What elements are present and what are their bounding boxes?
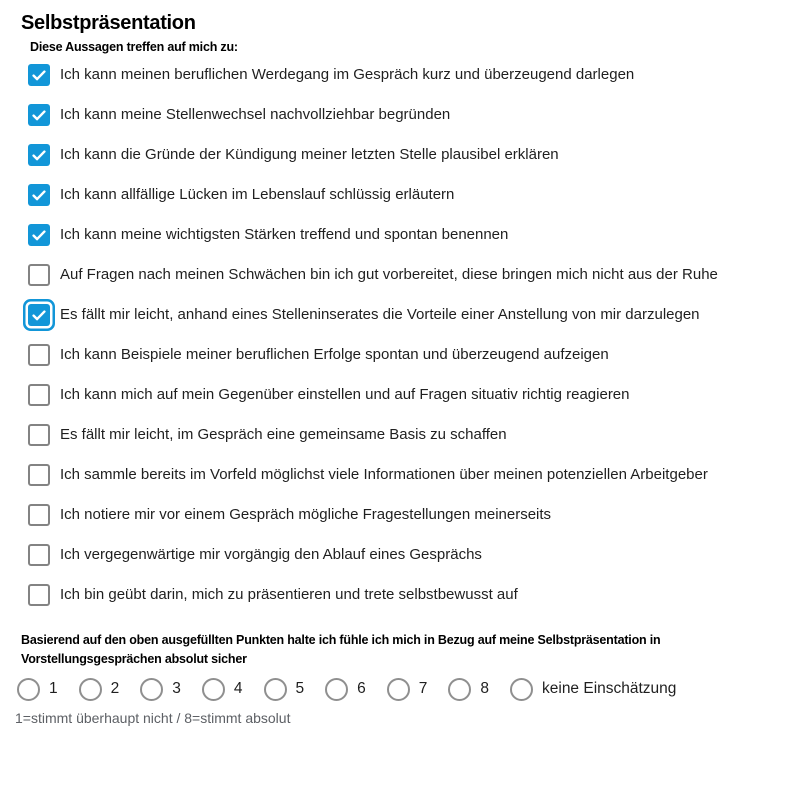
self-presentation-form	[0, 12, 789, 799]
checkbox[interactable]	[28, 424, 50, 446]
rating-options	[17, 677, 789, 701]
checkbox[interactable]	[28, 64, 50, 86]
checklist-item	[28, 183, 789, 207]
checklist-item	[28, 103, 789, 127]
checkbox[interactable]	[28, 584, 50, 606]
radio-button[interactable]	[17, 678, 40, 701]
checklist-item	[28, 223, 789, 247]
checkmark-icon	[32, 230, 46, 241]
rating-legend: 1=stimmt überhaupt nicht / 8=stimmt absolut	[15, 710, 291, 726]
checkbox-label[interactable]: Ich kann mich auf mein Gegenüber einstellen und auf Fragen situativ richtig reagieren	[60, 386, 630, 403]
radio-label[interactable]: 2	[110, 680, 120, 697]
checkbox-label[interactable]: Auf Fragen nach meinen Schwächen bin ich gut vorbereitet, diese bringen mich nicht aus der Ruhe	[60, 266, 718, 283]
checklist-item	[28, 143, 789, 167]
checklist-item	[28, 63, 789, 87]
checklist-item	[28, 303, 789, 327]
checkbox-label[interactable]: Ich vergegenwärtige mir vorgängig den Ablauf eines Gesprächs	[60, 546, 482, 563]
radio-label[interactable]: 4	[233, 680, 243, 697]
checkbox-label[interactable]: Ich kann die Gründe der Kündigung meiner letzten Stelle plausibel erklären	[60, 146, 559, 163]
checkbox-label[interactable]: Es fällt mir leicht, im Gespräch eine gemeinsame Basis zu schaffen	[60, 426, 507, 443]
rating-option	[264, 677, 305, 701]
section-subtitle: Diese Aussagen treffen auf mich zu:	[30, 40, 238, 54]
checkbox-label[interactable]: Es fällt mir leicht, anhand eines Stelleninserates die Vorteile einer Anstellung von mir darzulegen	[60, 306, 700, 323]
checkmark-icon	[32, 110, 46, 121]
radio-label[interactable]: 1	[49, 680, 58, 697]
radio-button[interactable]	[202, 678, 225, 701]
checklist-item	[28, 503, 789, 527]
rating-option	[202, 677, 243, 701]
checkbox-label[interactable]: Ich kann Beispiele meiner beruflichen Erfolge spontan und überzeugend aufzeigen	[60, 346, 609, 363]
radio-button[interactable]	[510, 678, 533, 701]
checkbox[interactable]	[28, 384, 50, 406]
radio-button[interactable]	[79, 678, 102, 701]
rating-question: Basierend auf den oben ausgefüllten Punkten halte ich fühle ich mich in Bezug auf meine Selbstpräsentation in Vorstellungsgesprächen absolut sicher	[21, 633, 661, 666]
checklist-item	[28, 543, 789, 567]
rating-option	[325, 677, 366, 701]
radio-label[interactable]: 6	[357, 680, 366, 697]
checkbox[interactable]	[28, 344, 50, 366]
radio-label[interactable]: 5	[295, 680, 305, 697]
checkmark-icon	[32, 190, 46, 201]
checkbox[interactable]	[28, 264, 50, 286]
radio-label[interactable]: 8	[480, 680, 489, 697]
radio-button[interactable]	[264, 678, 287, 701]
checkbox-label[interactable]: Ich kann meine Stellenwechsel nachvollziehbar begründen	[60, 106, 451, 123]
checkbox-label[interactable]: Ich sammle bereits im Vorfeld möglichst viele Informationen über meinen potenziellen Arbeitgeber	[60, 466, 708, 483]
checkmark-icon	[32, 150, 46, 161]
checklist-item	[28, 263, 789, 287]
checkbox[interactable]	[28, 504, 50, 526]
checkbox-label[interactable]: Ich bin geübt darin, mich zu präsentieren und trete selbstbewusst auf	[60, 586, 518, 603]
rating-option	[387, 677, 428, 701]
rating-option	[140, 677, 181, 701]
checkbox[interactable]	[28, 544, 50, 566]
checkbox-label[interactable]: Ich kann allfällige Lücken im Lebenslauf schlüssig erläutern	[60, 186, 455, 203]
checkbox[interactable]	[28, 184, 50, 206]
checklist-item	[28, 343, 789, 367]
checkmark-icon	[32, 70, 46, 81]
page-title: Selbstpräsentation	[21, 12, 196, 34]
radio-button[interactable]	[325, 678, 348, 701]
checkbox[interactable]	[28, 224, 50, 246]
checklist-item	[28, 463, 789, 487]
checkbox[interactable]	[28, 104, 50, 126]
rating-option	[510, 677, 676, 701]
checklist-item	[28, 583, 789, 607]
checklist-item	[28, 383, 789, 407]
checkbox[interactable]	[28, 304, 50, 326]
radio-label[interactable]: keine Einschätzung	[542, 680, 677, 697]
checklist-item	[28, 423, 789, 447]
checkmark-icon	[32, 310, 46, 321]
rating-option	[448, 677, 489, 701]
rating-option	[79, 677, 120, 701]
checkbox[interactable]	[28, 144, 50, 166]
radio-button[interactable]	[387, 678, 410, 701]
checkbox-label[interactable]: Ich kann meinen beruflichen Werdegang im Gespräch kurz und überzeugend darlegen	[60, 66, 635, 83]
checkbox-label[interactable]: Ich notiere mir vor einem Gespräch mögliche Fragestellungen meinerseits	[60, 506, 552, 523]
checkbox[interactable]	[28, 464, 50, 486]
radio-button[interactable]	[140, 678, 163, 701]
checkbox-label[interactable]: Ich kann meine wichtigsten Stärken treffend und spontan benennen	[60, 226, 509, 243]
radio-button[interactable]	[448, 678, 471, 701]
rating-option	[17, 677, 58, 701]
radio-label[interactable]: 3	[172, 680, 181, 697]
statements-checklist	[28, 63, 789, 607]
radio-label[interactable]: 7	[418, 680, 428, 697]
